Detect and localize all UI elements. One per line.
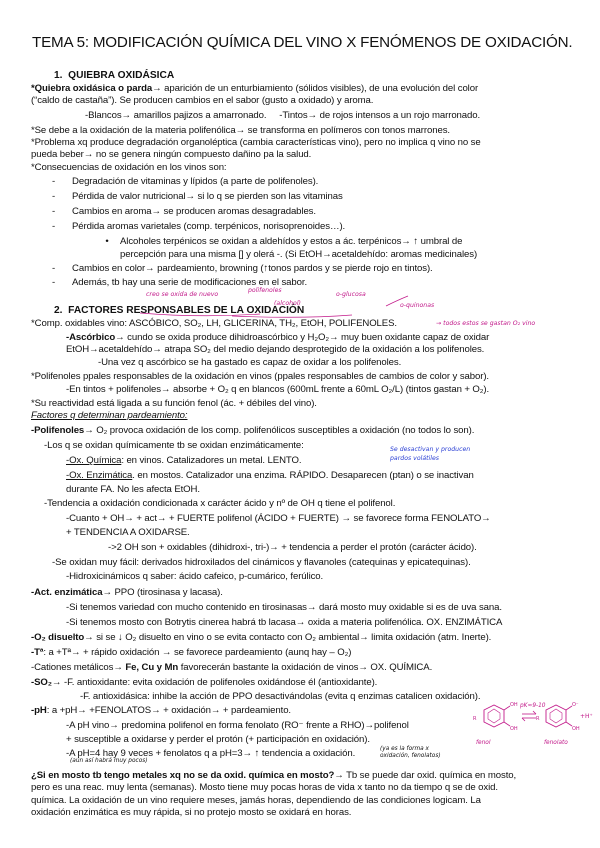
s2-text: → cundo se oxida produce dihidroascórbico y H₂O₂→ muy buen oxidante capaz de oxidar <box>115 332 490 343</box>
s2-text: → -F. antioxidante: evita oxidación de polifenoles oxidándose él (antioxidante). <box>51 677 378 688</box>
s2-line: EtOH→acetaldehído→ atrapa SO₂ del medio dejando desprotegido de la oxidación a los polifenoles. <box>66 344 485 355</box>
handwritten-note: (alcohol) <box>274 300 301 307</box>
s2-line: -Hidroxicinámicos q saber: ácido cafeico, p-cumárico, ferúlico. <box>66 571 324 582</box>
list-item: - Degradación de vitaminas y lípidos (a parte de polifenoles). <box>52 176 319 187</box>
svg-text:R: R <box>473 716 477 722</box>
handwritten-note: o-glucosa <box>336 291 366 298</box>
section-2-heading: 2. FACTORES RESPONSABLES DE LA OXIDACIÓN <box>54 305 305 316</box>
term-ox-quimica: -Ox. Química <box>66 455 122 466</box>
list-item-text: Cambios en color→ pardeamiento, browning (↑tonos pardos y se pierde rojo en tintos). <box>72 263 433 274</box>
term-quiebra: *Quiebra oxidásica o parda <box>31 83 153 94</box>
s2-line: durante FA. No les afecta EtOH. <box>66 484 200 495</box>
s2-line: -Los q se oxidan químicamente tb se oxidan enzimáticamente: <box>44 440 304 451</box>
s2-text: : a +pH→ +FENOLATOS→ + oxidación→ + pardeamiento. <box>46 705 291 716</box>
handwritten-note: oxidación, fenolatos) <box>380 753 441 759</box>
handwritten-note: pardos volátiles <box>390 455 440 462</box>
s2-line: -Tendencia a oxidación condicionada x carácter ácido y nº de OH q tiene el polifenol. <box>44 498 396 509</box>
term-so2: -SO₂ <box>31 677 52 688</box>
answer-line: oxidación enzimática es muy rápida, si no protejo mosto se oxidará en horas. <box>31 807 352 818</box>
svg-text:OH: OH <box>572 726 580 732</box>
s2-line: ->2 OH son + oxidables (dihidroxi-, tri-)→ + tendencia a perder el protón (carácter ácido). <box>108 542 477 553</box>
handwritten-note: Se desactivan y producen <box>390 446 471 453</box>
list-item: - Cambios en aroma→ se producen aromas desagradables. <box>52 206 316 217</box>
term-o2-disuelto: -O₂ disuelto <box>31 632 85 643</box>
handwritten-note: polifenoles <box>248 287 282 294</box>
s2-line: -Se oxidan muy fácil: derivados hidroxilados del cinámicos y flavanoles (catequinas y epicatequinas). <box>52 557 471 568</box>
s2-text: : en vinos. Catalizadores un metal. LENTO. <box>121 455 302 466</box>
s2-line: -En tintos + polifenoles→ absorbe + O₂ q en blancos (600mL frente a 60mL O₂/L) (tintos gastan + O₂). <box>66 384 490 395</box>
s2-text: favorecerán bastante la oxidación de vinos→ OX. QUÍMICA. <box>178 662 433 673</box>
s1-line: pueda beber→ no se genera ningún compuesto dañino pa la salud. <box>31 149 312 160</box>
s2-text: → si se ↓ O₂ disuelto en vino o se evita contacto con O₂ ambiental→ limita oxidación (atm. Inerte). <box>84 632 492 643</box>
page-title: TEMA 5: MODIFICACIÓN QUÍMICA DEL VINO X FENÓMENOS DE OXIDACIÓN. <box>32 34 573 51</box>
list-item-text: Además, tb hay una serie de modificaciones en el sabor. <box>72 277 308 288</box>
section-1-heading: 1. QUIEBRA OXIDÁSICA <box>54 70 175 81</box>
list-item: - Además, tb hay una serie de modificaciones en el sabor. <box>52 277 308 288</box>
svg-text:+H⁺: +H⁺ <box>580 713 593 720</box>
list-item-text: Pérdida de valor nutricional→ si lo q se pierden son las vitaminas <box>72 191 343 202</box>
s1-line: (“caldo de castaña”). Se producen cambios en el sabor (gusto a oxidado) y aroma. <box>31 95 374 106</box>
svg-text:OH: OH <box>510 726 518 732</box>
s2-line: -F. antioxidásica: inhibe la acción de PPO desactivándolas (evita q enzimas catalicen oxidación). <box>80 691 481 702</box>
s2-line: -Si tenemos mosto con Botrytis cinerea habrá tb lacasa→ oxida a materia polifenólica. OX. ENZIMÁTICA <box>66 617 503 628</box>
s1-line: *Problema xq produce degradación organoléptica (cambia características vino), pero no implica q vino no se <box>31 137 481 148</box>
s2-line: *Polifenoles ppales responsables de la oxidación en vinos (ppales responsables de cambios de color y sabor). <box>31 371 489 382</box>
list-subitem: percepción para una misma [] y olerá -. (Si EtOH→acetaldehído: aromas medicinales) <box>120 249 478 260</box>
list-item: - Pérdida de valor nutricional→ si lo q se pierden son las vitaminas <box>52 191 343 202</box>
s2-text: → O₂ provoca oxidación de los comp. polifenólicos susceptibles a oxidación (no todos lo son). <box>84 425 475 436</box>
term-polifenoles: -Polifenoles <box>31 425 85 436</box>
list-item: - Cambios en color→ pardeamiento, browning (↑tonos pardos y se pierde rojo en tintos). <box>52 263 433 274</box>
s1-line: *Se debe a la oxidación de la materia polifenólica→ se transforma en polímeros con tonos marrones. <box>31 125 450 136</box>
answer-line: pero es una reac. muy lenta (semanas). Mosto tiene muy pocas horas de vida x tanto no da tiempo q se de oxid. <box>31 782 498 793</box>
s1-line: *Consecuencias de oxidación en los vinos son: <box>31 162 227 173</box>
list-item-text: Pérdida aromas varietales (comp. terpénicos, norisoprenoides…). <box>72 221 346 232</box>
svg-text:R: R <box>536 716 540 722</box>
s2-line: -Cuanto + OH→ + act→ + FUERTE polifenol (ÁCIDO + FUERTE) → se favorece forma FENOLATO→ <box>66 513 491 524</box>
s1-text: → aparición de un enturbiamiento (sólidos visibles), de una evolución del color <box>152 83 479 94</box>
s2-line: + susceptible a oxidarse y perder el protón (+ participación en oxidación). <box>66 734 370 745</box>
list-item-text: Alcoholes terpénicos se oxidan a aldehídos y estos a ác. terpénicos→ ↑ umbral de <box>120 236 463 247</box>
answer-line: química. La oxidación de un vino requiere meses, jamás horas, dependiendo de las condiciones logicam. La <box>31 795 481 806</box>
s2-line: *Su reactividad está ligada a su función fenol (ác. + débiles del vino). <box>31 398 317 409</box>
answer-text: → Tb se puede dar oxid. química en mosto, <box>334 770 517 781</box>
list-item: - Pérdida aromas varietales (comp. terpénicos, norisoprenoides…). <box>52 221 346 232</box>
term-act-enzimatica: -Act. enzimática <box>31 587 103 598</box>
svg-text:OH: OH <box>510 702 518 708</box>
handwritten-note: (aún así habrá muy pocos) <box>70 758 148 764</box>
subheading-factores: Factores q determinan pardeamiento: <box>31 410 188 421</box>
list-item-text: Degradación de vitaminas y lípidos (a parte de polifenoles). <box>72 176 319 187</box>
svg-text:O⁻: O⁻ <box>572 702 579 708</box>
term-ascorbico: -Ascórbico <box>66 332 116 343</box>
term-metales: Fe, Cu y Mn <box>125 662 179 673</box>
term-ph: -pH <box>31 705 47 716</box>
s2-line: + TENDENCIA A OXIDARSE. <box>66 527 190 538</box>
s2-text: → PPO (tirosinasa y lacasa). <box>102 587 223 598</box>
question-text: ¿Si en mosto tb tengo metales xq no se da oxid. química en mosto? <box>31 770 335 781</box>
handwritten-note: (ya es la forma x <box>380 746 429 752</box>
s2-line: -A pH vino→ predomina polifenol en forma fenolato (RO⁻ frente a RHO)→polifenol <box>66 720 409 731</box>
handwritten-note: fenol <box>476 740 491 746</box>
handwritten-note: fenolato <box>544 740 568 746</box>
handwritten-note: → todos estos se gastan O₂ vino <box>436 320 536 327</box>
s2-line: *Comp. oxidables vino: ASCÓBICO, SO₂, LH, GLICERINA, TH₂, EtOH, POLIFENOLES. <box>31 318 397 329</box>
s2-text: -Cationes metálicos→ <box>31 662 126 673</box>
s2-line: -Una vez q ascórbico se ha gastado es capaz de oxidar a los polifenoles. <box>98 357 402 368</box>
handwritten-note: pK≈9-10 <box>520 703 546 709</box>
s1-line: -Blancos→ amarillos pajizos a amarronado. -Tintos→ de rojos intensos a un rojo marronado. <box>85 110 481 121</box>
list-item-text: Cambios en aroma→ se producen aromas desagradables. <box>72 206 316 217</box>
bullet-icon: • <box>105 236 109 247</box>
s2-line: -A pH=4 hay 9 veces + fenolatos q a pH=3→ ↑ tendencia a oxidación. <box>66 748 356 759</box>
term-ox-enzimatica: -Ox. Enzimática <box>66 470 133 481</box>
s2-text: . en mostos. Catalizador una enzima. RÁPIDO. Desaparecen (ptan) o se inactivan <box>132 470 474 481</box>
handwritten-note: o-quinonas <box>400 302 435 309</box>
s2-text: : a +Tª→ + rápido oxidación → se favorece pardeamiento (aunq hay – O₂) <box>43 647 352 658</box>
term-temperatura: -Tª <box>31 647 44 658</box>
handwritten-note: creo se oxida de nuevo <box>146 291 219 298</box>
s2-line: -Si tenemos variedad con mucho contenido en tirosinasas→ dará mosto muy oxidable si es de uva sana. <box>66 602 502 613</box>
